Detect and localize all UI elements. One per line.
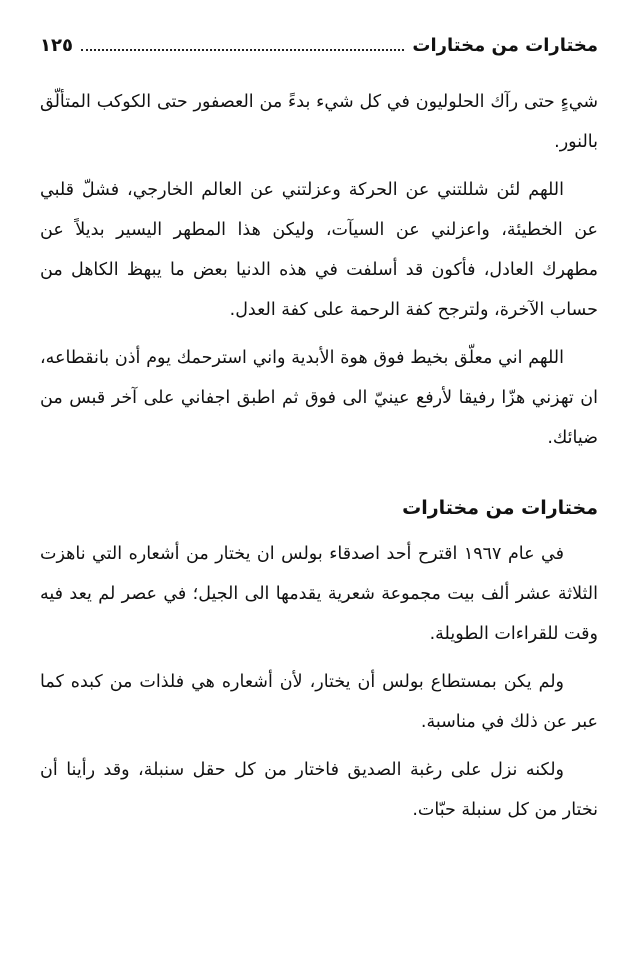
body-paragraph: اللهم لئن شللتني عن الحركة وعزلتني عن العالم الخارجي، فشلّ قلبي عن الخطيئة، واعزلني عن السيآت، وليكن هذا المطهر اليسير بديلاً عن مطهرك العادل، فأكون قد أسلفت في هذه الدنيا بعض ما يبهظ الكاهل من حساب الآخرة، ولترجح كفة الرحمة على كفة العدل. <box>40 180 598 320</box>
body-paragraph: في عام ١٩٦٧ اقترح أحد اصدقاء بولس ان يختار من أشعاره التي ناهزت الثلاثة عشر ألف بيت مجموعة شعرية يقدمها الى الجيل؛ في عصر لم يعد فيه وقت للقراءات الطويلة. <box>40 544 598 644</box>
body-paragraph: ولكنه نزل على رغبة الصديق فاختار من كل حقل سنبلة، وقد رأينا أن نختار من كل سنبلة حبّات. <box>40 760 598 820</box>
running-header <box>40 30 598 60</box>
body-paragraph: شيءٍ حتى رآك الحلوليون في كل شيء بدءً من العصفور حتى الكوكب المتألّق بالنور. <box>40 92 598 152</box>
dotted-leader <box>81 49 404 51</box>
running-title: مختارات من مختارات <box>412 34 598 56</box>
section-heading: مختارات من مختارات <box>402 497 598 519</box>
body-paragraph: اللهم اني معلّق بخيط فوق هوة الأبدية واني استرحمك يوم أذن بانقطاعه، ان تهزني هزّا رفيقا لأرفع عينيّ الى فوق ثم اطبق اجفاني على آخر قبس من ضيائك. <box>40 348 598 448</box>
body-paragraph: ولم يكن بمستطاع بولس أن يختار، لأن أشعاره هي فلذات من كبده كما عبر عن ذلك في مناسبة. <box>40 672 598 732</box>
page-number: ١٢٥ <box>40 34 73 56</box>
page-body <box>40 82 598 838</box>
